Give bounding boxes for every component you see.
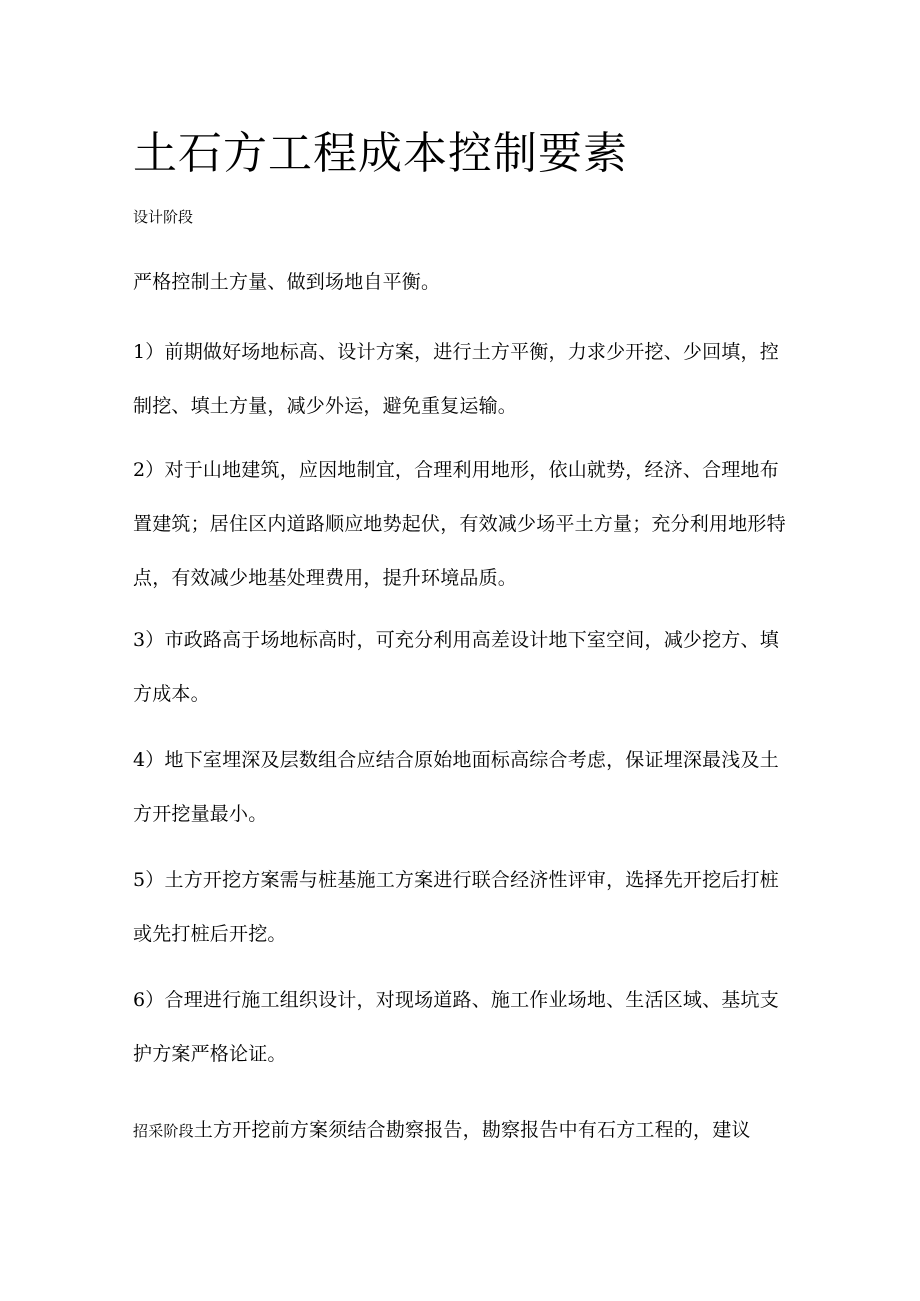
list-item-number: 2） <box>133 459 165 481</box>
list-item-text: 地下室埋深及层数组合应结合原始地面标高综合考虑，保证埋深最浅及土方开挖量最小。 <box>133 749 779 825</box>
list-item-text: 合理进行施工组织设计，对现场道路、施工作业场地、生活区域、基坑支护方案严格论证。 <box>133 989 779 1065</box>
section-heading-procurement: 招采阶段 <box>133 1122 194 1140</box>
list-item-number: 6） <box>133 989 165 1011</box>
section-heading-design: 设计阶段 <box>133 208 194 226</box>
list-item <box>133 973 798 1081</box>
list-item-text: 土方开挖方案需与桩基施工方案进行联合经济性评审，选择先开挖后打桩或先打桩后开挖。 <box>133 869 779 945</box>
list-item <box>133 733 798 841</box>
list-item-number: 4） <box>133 749 165 771</box>
list-item <box>133 443 798 605</box>
list-item-text: 前期做好场地标高、设计方案，进行土方平衡，力求少开挖、少回填，控制挖、填土方量，减少外运，避免重复运输。 <box>133 341 779 417</box>
procurement-text: 土方开挖前方案须结合勘察报告，勘察报告中有石方工程的，建议 <box>193 1119 751 1141</box>
list-item-text: 对于山地建筑，应因地制宜，合理利用地形，依山就势，经济、合理地布置建筑；居住区内道路顺应地势起伏，有效减少场平土方量；充分利用地形特点，有效减少地基处理费用，提升环境品质。 <box>133 459 786 589</box>
list-item <box>133 613 798 721</box>
procurement-paragraph <box>133 1103 833 1158</box>
document-title: 土石方工程成本控制要素 <box>133 128 628 179</box>
list-item-text: 市政路高于场地标高时，可充分利用高差设计地下室空间，减少挖方、填方成本。 <box>133 629 779 705</box>
list-item-number: 1） <box>133 341 165 363</box>
list-item-number: 5） <box>133 869 165 891</box>
intro-paragraph: 严格控制土方量、做到场地自平衡。 <box>133 271 441 293</box>
list-item <box>133 325 798 433</box>
list-item-number: 3） <box>133 629 165 651</box>
list-item <box>133 853 798 961</box>
